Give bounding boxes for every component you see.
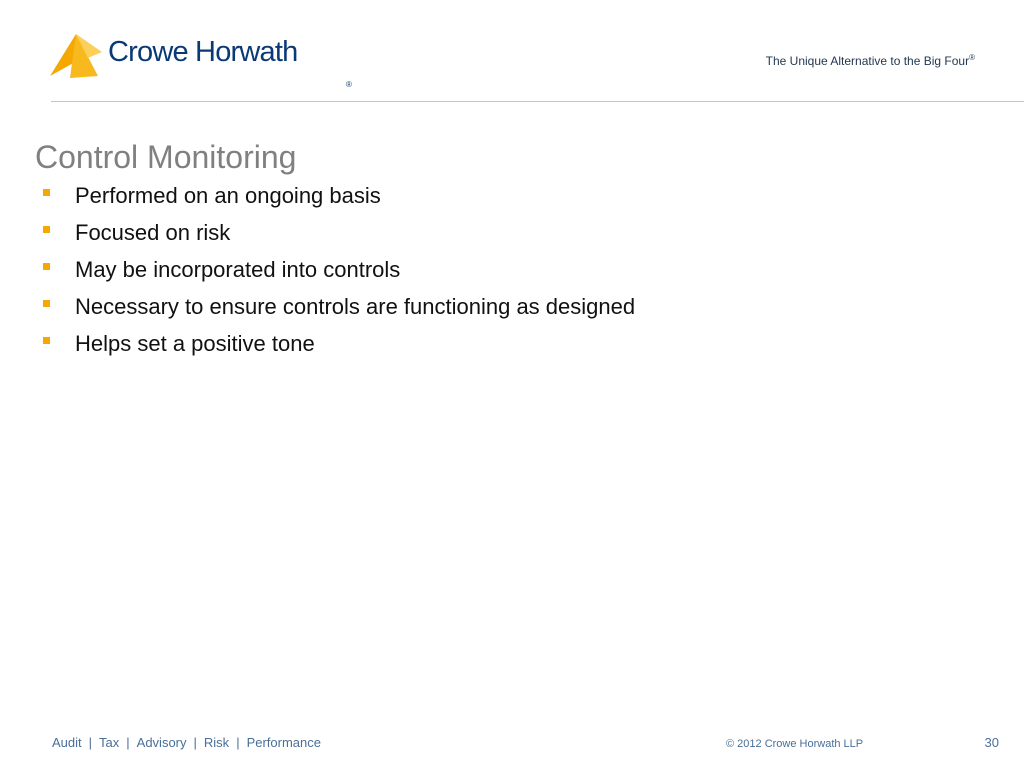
logo-registered-mark: ® (346, 80, 352, 89)
bullet-text: Focused on risk (75, 219, 231, 245)
logo-wordmark: Crowe Horwath (108, 36, 298, 68)
tagline-registered-mark: ® (969, 53, 975, 62)
footer-service-tax: Tax (99, 735, 120, 750)
bullet-text: Performed on an ongoing basis (75, 182, 381, 208)
square-bullet-icon (43, 189, 50, 196)
square-bullet-icon (43, 337, 50, 344)
copyright-notice: © 2012 Crowe Horwath LLP (726, 738, 864, 750)
crowe-horwath-logo (46, 30, 352, 89)
square-bullet-icon (43, 300, 50, 307)
header-divider (51, 101, 1024, 102)
footer-services (52, 735, 321, 750)
bullet-item (43, 215, 635, 252)
slide-title: Control Monitoring (35, 139, 297, 175)
footer-separator: | (236, 735, 240, 750)
footer-separator: | (126, 735, 130, 750)
page-number: 30 (984, 735, 999, 750)
bullet-item (43, 252, 635, 289)
bullet-item (43, 178, 635, 215)
footer-service-risk: Risk (203, 735, 230, 750)
footer-service-audit: Audit (52, 735, 82, 750)
bullet-item (43, 326, 635, 363)
tagline-text: The Unique Alternative to the Big Four (765, 54, 970, 68)
square-bullet-icon (43, 226, 50, 233)
footer-separator: | (193, 735, 197, 750)
bullet-text: May be incorporated into controls (75, 256, 401, 282)
tagline (766, 53, 975, 68)
bullet-item (43, 289, 635, 326)
bullet-list (43, 178, 635, 363)
footer-service-performance: Performance (246, 735, 321, 750)
footer-separator: | (88, 735, 93, 750)
bullet-text: Helps set a positive tone (75, 330, 315, 356)
crowe-sunburst-icon (46, 30, 104, 80)
footer-service-advisory: Advisory (136, 735, 187, 750)
bullet-text: Necessary to ensure controls are functioning as designed (75, 293, 636, 319)
square-bullet-icon (43, 263, 50, 270)
